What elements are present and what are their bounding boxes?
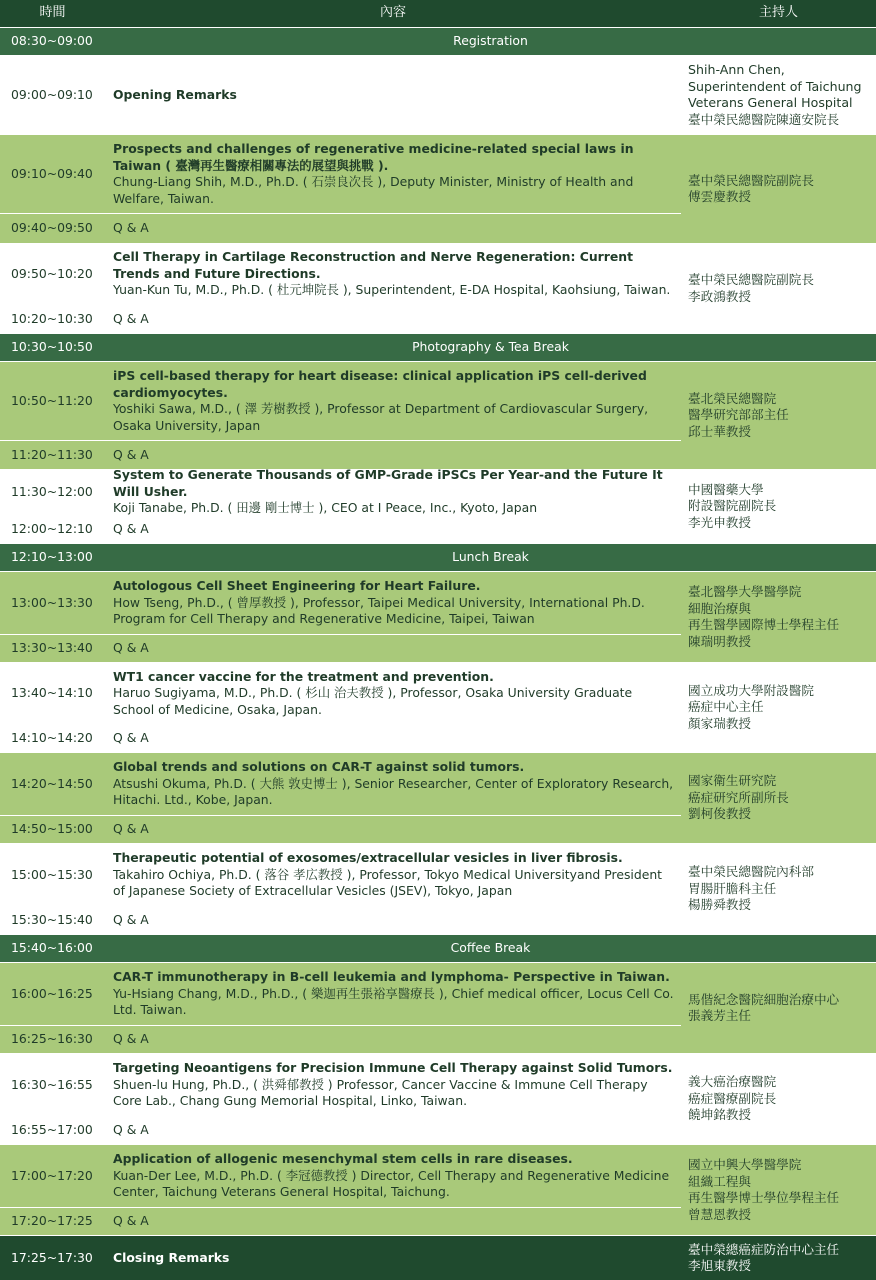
host-cell — [681, 1236, 876, 1280]
host-line: 馬偕紀念醫院細胞治療中心 — [688, 991, 840, 1007]
host-line: 曾慧恩教授 — [688, 1206, 751, 1222]
host-line: 再生醫學國際博士學程主任 — [688, 617, 840, 632]
content-cell — [105, 515, 681, 543]
host-line: 臺中榮民總醫院陳適安院長 — [688, 111, 840, 127]
host-line: 顏家瑞教授 — [688, 715, 751, 731]
qa-label: Q & A — [113, 446, 149, 462]
host-line: 楊勝舜教授 — [688, 897, 751, 913]
header-content-label: 內容 — [379, 5, 406, 21]
speaker-info: Chung-Liang Shih, M.D., Ph.D. ( 石崇良次長 ), Deputy Minister, Ministry of Health and Welfare, Taiwan. — [113, 174, 634, 206]
host-cell — [681, 1145, 876, 1235]
time-label: 11:20~11:30 — [11, 446, 93, 462]
speaker-info: Atsushi Okuma, Ph.D. ( 大熊 敦史博士 ), Senior Researcher, Center of Exploratory Research, Hitachi. Ltd., Kobe, Japan. — [113, 775, 674, 808]
time-label: 15:30~15:40 — [11, 912, 93, 928]
time-cell — [0, 1117, 105, 1144]
qa-label: Q & A — [113, 821, 149, 837]
session-title: Global trends and solutions on CAR-T against solid tumors. — [113, 759, 525, 775]
host-line: Shih-Ann Chen, — [688, 62, 785, 77]
content-cell — [105, 135, 681, 213]
qa-label: Q & A — [113, 912, 149, 928]
content-cell — [105, 1145, 681, 1207]
content-cell — [105, 844, 681, 906]
time-label: 09:10~09:40 — [11, 165, 93, 181]
content-cell — [105, 362, 681, 440]
time-cell — [0, 844, 105, 906]
host-line: 國立成功大學附設醫院 — [688, 682, 814, 698]
content-cell — [105, 753, 681, 815]
time-cell — [0, 515, 105, 543]
speaker-info: Shuen-lu Hung, Ph.D., ( 洪舜郁教授 ) Professor, Cancer Vaccine & Immune Cell Therapy Core Lab., Chang Gung Memorial Hospital, Linko, Taiwan. — [113, 1076, 648, 1109]
host-line: 臺北榮民總醫院 — [688, 390, 777, 406]
time-label: 10:20~10:30 — [11, 310, 93, 326]
host-line: 再生醫學博士學位學程主任 — [688, 1190, 840, 1205]
header-host — [681, 0, 876, 27]
content-cell — [105, 907, 681, 934]
time-label: 09:50~10:20 — [11, 265, 93, 281]
break-label: Coffee Break — [450, 940, 531, 956]
time-cell — [0, 572, 105, 634]
host-line: 癌症醫療副院長 — [688, 1090, 777, 1106]
session-title: System to Generate Thousands of GMP-Grade iPSCs Per Year-and the Future It Will Usher. — [113, 467, 663, 499]
time-label: 16:55~17:00 — [11, 1122, 93, 1138]
time-cell — [0, 1208, 105, 1235]
host-cell — [681, 362, 876, 469]
time-label: 11:30~12:00 — [11, 483, 93, 499]
qa-label: Q & A — [113, 730, 149, 746]
time-cell — [0, 135, 105, 213]
speaker-info: Kuan-Der Lee, M.D., Ph.D. ( 李冠德教授 ) Director, Cell Therapy and Regenerative Medicine Center, Taichung Veterans General Hospital, Taichung. — [113, 1167, 670, 1200]
time-cell — [0, 663, 105, 724]
host-line: 臺中榮民總醫院副院長 — [688, 172, 814, 188]
content-cell — [105, 663, 681, 724]
host-line: 臺中榮民總醫院內科部 — [688, 864, 814, 880]
session-title: Opening Remarks — [113, 86, 237, 102]
qa-label: Q & A — [113, 1122, 149, 1138]
host-line: Superintendent of Taichung — [688, 78, 862, 94]
content-cell — [105, 214, 681, 243]
content-cell — [105, 1054, 681, 1116]
host-line: 張義芳主任 — [688, 1008, 751, 1023]
session-title: Targeting Neoantigens for Precision Immune Cell Therapy against Solid Tumors. — [113, 1060, 673, 1076]
time-cell — [0, 1054, 105, 1116]
speaker-info: Yu-Hsiang Chang, M.D., Ph.D., ( 樂迦再生張裕享醫療長 ), Chief medical officer, Locus Cell Co. Ltd. Taiwan. — [113, 985, 674, 1018]
time-cell — [0, 441, 105, 469]
host-line: 國立中興大學醫學院 — [688, 1157, 802, 1172]
host-line: 癌症研究所副所長 — [688, 789, 789, 805]
time-cell — [0, 244, 105, 304]
content-cell — [105, 816, 681, 843]
header-host-label: 主持人 — [758, 5, 798, 21]
time-cell — [0, 544, 105, 571]
host-line: Veterans General Hospital — [688, 95, 853, 110]
host-cell — [681, 963, 876, 1053]
header-content — [105, 0, 681, 27]
time-cell — [0, 725, 105, 752]
host-cell — [681, 753, 876, 843]
qa-label: Q & A — [113, 310, 149, 326]
qa-label: Q & A — [113, 220, 149, 236]
content-cell — [105, 1117, 681, 1144]
break-banner — [105, 334, 876, 361]
qa-label: Q & A — [113, 1213, 149, 1229]
session-title: Prospects and challenges of regenerative medicine-related special laws in Taiwan ( 臺灣再生醫療相關專法的展望與挑戰 ). — [113, 141, 634, 173]
host-line: 李光申教授 — [688, 514, 751, 530]
time-cell — [0, 362, 105, 440]
session-title: Autologous Cell Sheet Engineering for Heart Failure. — [113, 578, 481, 594]
time-label: 17:20~17:25 — [11, 1213, 93, 1229]
speaker-info: Takahiro Ochiya, Ph.D. ( 落谷 孝広教授 ), Professor, Tokyo Medical Universityand President of Japanese Society of Extracellular Vesicles (JSEV), Tokyo, Japan — [113, 866, 663, 899]
speaker-info: Yuan-Kun Tu, M.D., Ph.D. ( 杜元坤院長 ), Superintendent, E-DA Hospital, Kaohsiung, Taiwan. — [113, 282, 671, 298]
host-line: 國家衛生研究院 — [688, 773, 777, 789]
host-line: 劉柯俊教授 — [688, 806, 751, 822]
time-cell — [0, 214, 105, 243]
content-cell — [105, 441, 681, 469]
session-title: CAR-T immunotherapy in B-cell leukemia and lymphoma- Perspective in Taiwan. — [113, 969, 670, 985]
host-line: 邱士華教授 — [688, 423, 751, 439]
time-label: 10:50~11:20 — [11, 392, 93, 408]
host-line: 醫學研究部部主任 — [688, 407, 789, 423]
time-cell — [0, 470, 105, 514]
host-line: 中國醫藥大學 — [688, 481, 764, 497]
content-cell — [105, 305, 681, 333]
host-line: 臺中榮民總醫院副院長 — [688, 272, 814, 287]
time-label: 16:25~16:30 — [11, 1031, 93, 1047]
host-line: 組織工程與 — [688, 1173, 751, 1189]
time-cell — [0, 1236, 105, 1280]
host-line: 陳瑞明教授 — [688, 633, 751, 649]
content-cell — [105, 725, 681, 752]
host-line: 傅雲慶教授 — [688, 189, 751, 204]
host-cell — [681, 844, 876, 934]
time-label: 16:30~16:55 — [11, 1076, 93, 1092]
content-cell — [105, 56, 681, 134]
content-cell — [105, 467, 681, 516]
speaker-info: Haruo Sugiyama, M.D., Ph.D. ( 杉山 治夫教授 ), Professor, Osaka University Graduate School of Medicine, Osaka, Japan. — [113, 685, 633, 717]
time-cell — [0, 334, 105, 361]
session-title: Application of allogenic mesenchymal stem cells in rare diseases. — [113, 1151, 573, 1167]
host-line: 癌症中心主任 — [688, 699, 764, 715]
host-line: 義大癌治療醫院 — [688, 1074, 777, 1090]
session-title: Therapeutic potential of exosomes/extracellular vesicles in liver fibrosis. — [113, 850, 623, 866]
time-label: 08:30~09:00 — [11, 33, 93, 49]
host-line: 胃腸肝膽科主任 — [688, 880, 777, 896]
speaker-info: Koji Tanabe, Ph.D. ( 田邊 剛士博士 ), CEO at I Peace, Inc., Kyoto, Japan — [113, 500, 538, 516]
time-cell — [0, 907, 105, 934]
break-label: Lunch Break — [452, 549, 529, 565]
host-line: 李旭東教授 — [688, 1258, 751, 1273]
header-time-label: 時間 — [39, 5, 66, 21]
break-label: Registration — [453, 33, 528, 49]
time-label: 15:00~15:30 — [11, 866, 93, 882]
host-cell — [681, 1054, 876, 1144]
break-label: Photography & Tea Break — [412, 339, 569, 355]
break-banner — [105, 935, 876, 962]
time-cell — [0, 1145, 105, 1207]
speaker-info: Yoshiki Sawa, M.D., ( 澤 芳樹教授 ), Professor at Department of Cardiovascular Surgery, Osaka University, Japan — [113, 401, 649, 433]
host-cell — [681, 56, 876, 134]
qa-label: Q & A — [113, 640, 149, 656]
content-cell — [105, 1208, 681, 1235]
host-cell — [681, 244, 876, 333]
host-line: 細胞治療與 — [688, 600, 751, 616]
host-cell — [681, 470, 876, 543]
qa-label: Q & A — [113, 1031, 149, 1047]
session-title: iPS cell-based therapy for heart disease: clinical application iPS cell-derived cardiomyocytes. — [113, 368, 647, 400]
time-label: 13:40~14:10 — [11, 685, 93, 701]
content-cell — [105, 635, 681, 662]
host-cell — [681, 572, 876, 662]
time-label: 15:40~16:00 — [11, 940, 93, 956]
time-label: 17:25~17:30 — [11, 1249, 93, 1265]
time-cell — [0, 963, 105, 1025]
host-line: 臺中榮總癌症防治中心主任 — [688, 1241, 840, 1257]
time-label: 14:10~14:20 — [11, 730, 93, 746]
time-label: 12:10~13:00 — [11, 549, 93, 565]
content-cell — [105, 963, 681, 1025]
time-cell — [0, 56, 105, 134]
time-cell — [0, 305, 105, 333]
time-label: 10:30~10:50 — [11, 339, 93, 355]
time-label: 12:00~12:10 — [11, 520, 93, 536]
time-label: 14:50~15:00 — [11, 821, 93, 837]
host-cell — [681, 663, 876, 752]
host-line: 饒坤銘教授 — [688, 1107, 751, 1123]
time-cell — [0, 1026, 105, 1053]
content-cell — [105, 1026, 681, 1053]
host-line: 附設醫院副院長 — [688, 498, 777, 514]
time-label: 17:00~17:20 — [11, 1167, 93, 1183]
time-label: 13:30~13:40 — [11, 640, 93, 656]
content-cell — [105, 244, 681, 304]
time-cell — [0, 635, 105, 662]
session-title: Cell Therapy in Cartilage Reconstruction and Nerve Regeneration: Current Trends and Future Directions. — [113, 249, 634, 281]
content-cell — [105, 1236, 681, 1280]
time-cell — [0, 816, 105, 843]
time-label: 14:20~14:50 — [11, 775, 93, 791]
time-label: 09:40~09:50 — [11, 220, 93, 236]
time-label: 13:00~13:30 — [11, 594, 93, 610]
host-cell — [681, 135, 876, 243]
time-label: 16:00~16:25 — [11, 985, 93, 1001]
time-cell — [0, 28, 105, 55]
speaker-info: How Tseng, Ph.D., ( 曾厚教授 ), Professor, Taipei Medical University, International Ph.D. Program for Cell Therapy and Regenerative Medicine, Taipei, Taiwan — [113, 594, 645, 627]
host-line: 臺北醫學大學醫學院 — [688, 584, 802, 599]
content-cell — [105, 572, 681, 634]
break-banner — [105, 544, 876, 571]
session-title: WT1 cancer vaccine for the treatment and prevention. — [113, 668, 494, 684]
time-label: 09:00~09:10 — [11, 86, 93, 102]
time-cell — [0, 935, 105, 962]
qa-label: Q & A — [113, 520, 149, 536]
host-line: 李政鴻教授 — [688, 288, 751, 304]
time-cell — [0, 753, 105, 815]
header-time — [0, 0, 105, 27]
session-title: Closing Remarks — [113, 1249, 230, 1265]
break-banner — [105, 28, 876, 55]
